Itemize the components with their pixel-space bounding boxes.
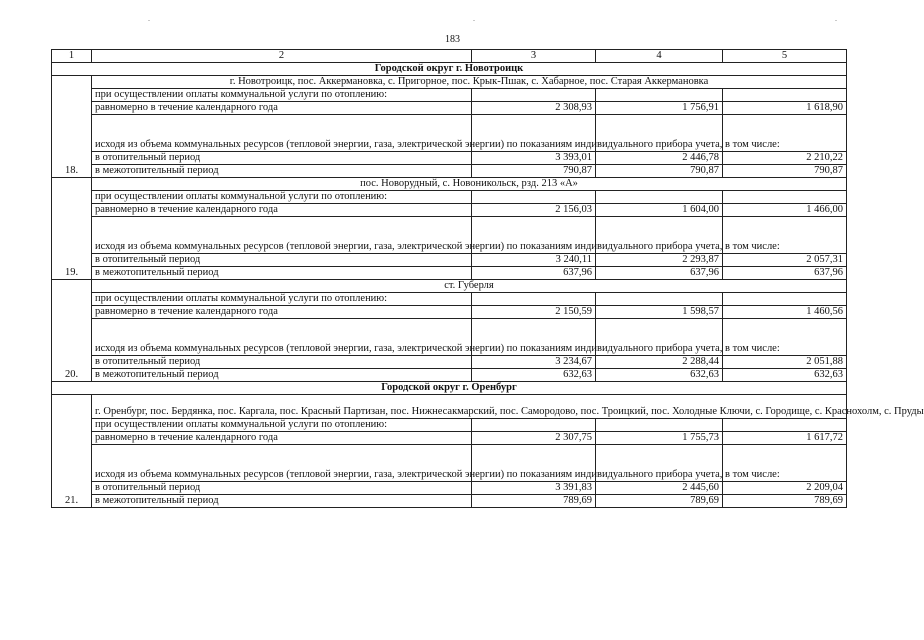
tariff-value: 2 209,04 xyxy=(723,482,847,495)
tariff-value: 637,96 xyxy=(596,267,723,280)
intro-row xyxy=(52,293,847,306)
tariff-value: 2 308,93 xyxy=(472,102,596,115)
tariff-value: 1 466,00 xyxy=(723,204,847,217)
offseason-label: в межотопительный период xyxy=(92,495,472,508)
offseason-label: в межотопительный период xyxy=(92,369,472,382)
tariff-value: 2 293,87 xyxy=(596,254,723,267)
intro-row xyxy=(52,89,847,102)
offseason-row xyxy=(52,369,847,382)
locality-name: г. Оренбург, пос. Бердянка, пос. Каргала, пос. Красный Партизан, пос. Нижнесакмарский, пос. Самородово, пос. Троицкий, пос. Холодные Ключи, с. Городище, с. Краснохолм, с. Пруды xyxy=(92,395,847,419)
tariff-table xyxy=(51,49,924,508)
heating-label: в отопительный период xyxy=(92,356,472,369)
tariff-value: 3 240,11 xyxy=(472,254,596,267)
locality-row xyxy=(52,395,847,419)
scan-speck: . xyxy=(835,14,837,23)
row-index: 21. xyxy=(52,395,92,508)
offseason-row xyxy=(52,267,847,280)
locality-row xyxy=(52,280,847,293)
intro-row xyxy=(52,191,847,204)
tariff-table-body xyxy=(52,50,924,508)
empty-cell xyxy=(596,293,723,306)
uniform-label: равномерно в течение календарного года xyxy=(92,102,472,115)
tariff-value: 789,69 xyxy=(472,495,596,508)
tariff-value: 1 604,00 xyxy=(596,204,723,217)
tariff-value: 2 445,60 xyxy=(596,482,723,495)
tariff-value: 790,87 xyxy=(472,165,596,178)
column-number-row xyxy=(52,50,847,63)
meter-row xyxy=(52,445,847,482)
tariff-value: 2 150,59 xyxy=(472,306,596,319)
tariff-value: 1 755,73 xyxy=(596,432,723,445)
empty-cell xyxy=(596,89,723,102)
tariff-value: 637,96 xyxy=(472,267,596,280)
offseason-label: в межотопительный период xyxy=(92,267,472,280)
offseason-row xyxy=(52,165,847,178)
tariff-value: 637,96 xyxy=(723,267,847,280)
tariff-value: 790,87 xyxy=(596,165,723,178)
uniform-row xyxy=(52,306,847,319)
tariff-value: 2 156,03 xyxy=(472,204,596,217)
tariff-value: 3 234,67 xyxy=(472,356,596,369)
uniform-label: равномерно в течение календарного года xyxy=(92,306,472,319)
heating-row xyxy=(52,356,847,369)
column-number: 1 xyxy=(52,50,92,63)
heating-row xyxy=(52,482,847,495)
column-number: 4 xyxy=(596,50,723,63)
locality-name: г. Новотроицк, пос. Аккермановка, с. Пригорное, пос. Крык-Пшак, с. Хабарное, пос. Старая Аккермановка xyxy=(92,76,847,89)
tariff-value: 789,69 xyxy=(596,495,723,508)
row-index: 18. xyxy=(52,76,92,178)
section-row xyxy=(52,382,847,395)
meter-description: исходя из объема коммунальных ресурсов (тепловой энергии, газа, электрической энергии) по показаниям индивидуального прибора учета, в том числе: xyxy=(92,115,472,152)
page-number: 183 xyxy=(445,34,460,45)
intro-row xyxy=(52,419,847,432)
section-row xyxy=(52,63,847,76)
empty-cell xyxy=(596,419,723,432)
tariff-value: 3 391,83 xyxy=(472,482,596,495)
meter-row xyxy=(52,115,847,152)
meter-description: исходя из объема коммунальных ресурсов (тепловой энергии, газа, электрической энергии) по показаниям индивидуального прибора учета, в том числе: xyxy=(92,217,472,254)
locality-row xyxy=(52,76,847,89)
section-title: Городской округ г. Новотроицк xyxy=(52,63,847,76)
column-number: 5 xyxy=(723,50,847,63)
column-number: 2 xyxy=(92,50,472,63)
payment-intro: при осуществлении оплаты коммунальной услуги по отоплению: xyxy=(92,419,472,432)
meter-description: исходя из объема коммунальных ресурсов (тепловой энергии, газа, электрической энергии) по показаниям индивидуального прибора учета, в том числе: xyxy=(92,319,472,356)
empty-cell xyxy=(723,419,847,432)
tariff-value: 1 756,91 xyxy=(596,102,723,115)
empty-cell xyxy=(723,89,847,102)
locality-row xyxy=(52,178,847,191)
payment-intro: при осуществлении оплаты коммунальной услуги по отоплению: xyxy=(92,191,472,204)
heating-row xyxy=(52,254,847,267)
tariff-value: 2 210,22 xyxy=(723,152,847,165)
tariff-value: 1 618,90 xyxy=(723,102,847,115)
uniform-row xyxy=(52,204,847,217)
uniform-row xyxy=(52,102,847,115)
heating-label: в отопительный период xyxy=(92,254,472,267)
heating-label: в отопительный период xyxy=(92,482,472,495)
empty-cell xyxy=(723,293,847,306)
empty-cell xyxy=(596,191,723,204)
offseason-label: в межотопительный период xyxy=(92,165,472,178)
tariff-value: 790,87 xyxy=(723,165,847,178)
tariff-value: 2 446,78 xyxy=(596,152,723,165)
locality-name: пос. Новорудный, с. Новоникольск, рзд. 213 «А» xyxy=(92,178,847,191)
heating-label: в отопительный период xyxy=(92,152,472,165)
tariff-value: 3 393,01 xyxy=(472,152,596,165)
tariff-value: 2 057,31 xyxy=(723,254,847,267)
empty-cell xyxy=(472,293,596,306)
uniform-label: равномерно в течение календарного года xyxy=(92,432,472,445)
payment-intro: при осуществлении оплаты коммунальной услуги по отоплению: xyxy=(92,89,472,102)
tariff-value: 789,69 xyxy=(723,495,847,508)
tariff-value: 1 617,72 xyxy=(723,432,847,445)
uniform-label: равномерно в течение календарного года xyxy=(92,204,472,217)
row-index: 19. xyxy=(52,178,92,280)
tariff-value: 1 598,57 xyxy=(596,306,723,319)
column-number: 3 xyxy=(472,50,596,63)
tariff-value: 632,63 xyxy=(723,369,847,382)
empty-cell xyxy=(472,89,596,102)
tariff-value: 2 307,75 xyxy=(472,432,596,445)
tariff-value: 2 288,44 xyxy=(596,356,723,369)
offseason-row xyxy=(52,495,847,508)
tariff-value: 1 460,56 xyxy=(723,306,847,319)
empty-cell xyxy=(723,191,847,204)
payment-intro: при осуществлении оплаты коммунальной услуги по отоплению: xyxy=(92,293,472,306)
uniform-row xyxy=(52,432,847,445)
section-title: Городской округ г. Оренбург xyxy=(52,382,847,395)
scan-speck: . xyxy=(473,14,475,23)
tariff-value: 632,63 xyxy=(596,369,723,382)
empty-cell xyxy=(472,191,596,204)
empty-cell xyxy=(472,419,596,432)
heating-row xyxy=(52,152,847,165)
meter-row xyxy=(52,217,847,254)
tariff-value: 632,63 xyxy=(472,369,596,382)
meter-row xyxy=(52,319,847,356)
locality-name: ст. Губерля xyxy=(92,280,847,293)
tariff-value: 2 051,88 xyxy=(723,356,847,369)
scan-speck: . xyxy=(148,14,150,23)
meter-description: исходя из объема коммунальных ресурсов (тепловой энергии, газа, электрической энергии) по показаниям индивидуального прибора учета, в том числе: xyxy=(92,445,472,482)
row-index: 20. xyxy=(52,280,92,382)
